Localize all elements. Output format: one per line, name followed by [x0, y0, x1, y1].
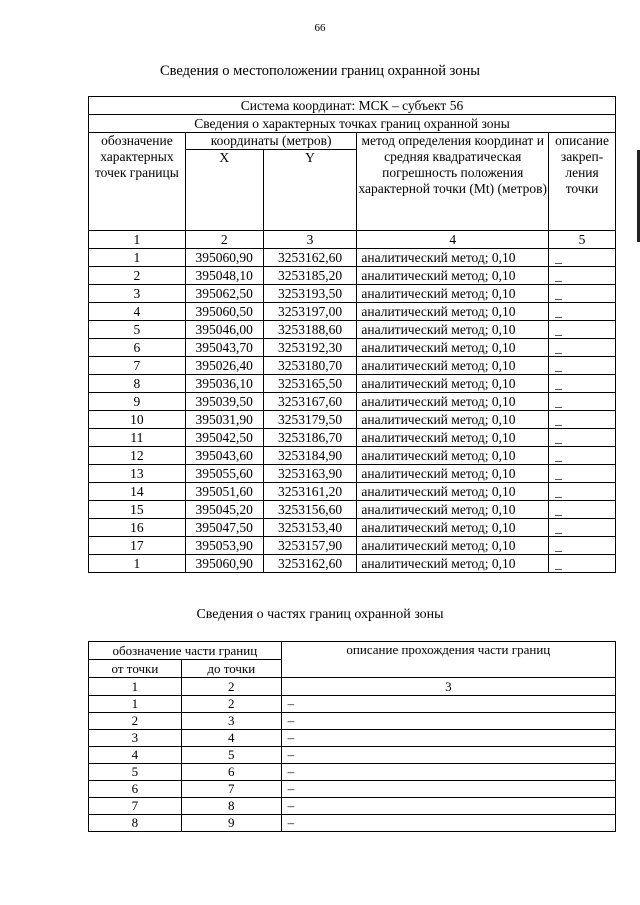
point-number: 7: [89, 357, 186, 375]
method-cell: аналитический метод; 0,10: [357, 375, 549, 393]
from-point: 1: [89, 696, 182, 713]
coord-x: 395046,00: [185, 321, 263, 339]
column-number: 2: [181, 678, 281, 696]
description-cell: _: [549, 501, 616, 519]
table-row: [89, 249, 616, 267]
to-point: 2: [181, 696, 281, 713]
table-row: [89, 267, 616, 285]
table-row: [89, 501, 616, 519]
description-cell: _: [549, 429, 616, 447]
description-cell: _: [549, 357, 616, 375]
description-cell: _: [549, 537, 616, 555]
method-cell: аналитический метод; 0,10: [357, 447, 549, 465]
description-cell: _: [549, 465, 616, 483]
table-row: [89, 429, 616, 447]
point-number: 1: [89, 249, 186, 267]
coord-x: 395026,40: [185, 357, 263, 375]
points-subheader: Сведения о характерных точках границ охранной зоны: [89, 115, 616, 133]
part-description: –: [281, 764, 615, 781]
to-point: 6: [181, 764, 281, 781]
point-number: 11: [89, 429, 186, 447]
part-description: –: [281, 730, 615, 747]
description-cell: _: [549, 483, 616, 501]
description-cell: _: [549, 249, 616, 267]
column-number-row: [89, 231, 616, 249]
method-cell: аналитический метод; 0,10: [357, 249, 549, 267]
description-cell: _: [549, 267, 616, 285]
coord-y: 3253186,70: [263, 429, 357, 447]
point-number: 1: [89, 555, 186, 573]
table-row: [89, 747, 616, 764]
method-cell: аналитический метод; 0,10: [357, 465, 549, 483]
coord-y: 3253184,90: [263, 447, 357, 465]
header-x: X: [185, 150, 263, 231]
from-point: 8: [89, 815, 182, 832]
to-point: 7: [181, 781, 281, 798]
coord-x: 395060,50: [185, 303, 263, 321]
point-number: 8: [89, 375, 186, 393]
method-cell: аналитический метод; 0,10: [357, 519, 549, 537]
method-cell: аналитический метод; 0,10: [357, 321, 549, 339]
coord-x: 395060,90: [185, 249, 263, 267]
column-number: 3: [263, 231, 357, 249]
point-number: 5: [89, 321, 186, 339]
coord-x: 395043,60: [185, 447, 263, 465]
table-row: [89, 781, 616, 798]
method-cell: аналитический метод; 0,10: [357, 483, 549, 501]
coord-y: 3253162,60: [263, 249, 357, 267]
parts-title: Сведения о частях границ охранной зоны: [196, 607, 444, 622]
coord-x: 395053,90: [185, 537, 263, 555]
table-row: [89, 537, 616, 555]
table-row: [89, 375, 616, 393]
description-cell: _: [549, 303, 616, 321]
coord-y: 3253165,50: [263, 375, 357, 393]
point-number: 4: [89, 303, 186, 321]
parts-column-number-row: [89, 678, 616, 696]
coord-x: 395042,50: [185, 429, 263, 447]
point-number: 2: [89, 267, 186, 285]
to-point: 8: [181, 798, 281, 815]
point-number: 14: [89, 483, 186, 501]
coord-y: 3253180,70: [263, 357, 357, 375]
page-number: 66: [314, 22, 326, 34]
to-point: 3: [181, 713, 281, 730]
column-number: 1: [89, 678, 182, 696]
table-row: [89, 411, 616, 429]
method-cell: аналитический метод; 0,10: [357, 339, 549, 357]
description-cell: _: [549, 555, 616, 573]
coord-y: 3253161,20: [263, 483, 357, 501]
header-point-designation: обозначение характерных точек границы: [89, 133, 186, 231]
part-description: –: [281, 713, 615, 730]
part-description: –: [281, 798, 615, 815]
method-cell: аналитический метод; 0,10: [357, 537, 549, 555]
to-point: 9: [181, 815, 281, 832]
point-number: 16: [89, 519, 186, 537]
method-cell: аналитический метод; 0,10: [357, 303, 549, 321]
from-point: 6: [89, 781, 182, 798]
coord-y: 3253179,50: [263, 411, 357, 429]
coord-x: 395062,50: [185, 285, 263, 303]
table-row: [89, 447, 616, 465]
table-row: [89, 285, 616, 303]
table-row: [89, 555, 616, 573]
header-part-designation: обозначение части границ: [89, 642, 282, 660]
part-description: –: [281, 815, 615, 832]
header-row: [89, 133, 616, 150]
table-row: [89, 321, 616, 339]
header-to-point: до точки: [181, 660, 281, 678]
table-row: [89, 696, 616, 713]
column-number: 1: [89, 231, 186, 249]
table-row: [89, 815, 616, 832]
point-number: 15: [89, 501, 186, 519]
point-number: 3: [89, 285, 186, 303]
point-number: 10: [89, 411, 186, 429]
coord-y: 3253192,30: [263, 339, 357, 357]
header-description: описание закреп-ления точки: [549, 133, 616, 231]
point-number: 9: [89, 393, 186, 411]
coord-x: 395055,60: [185, 465, 263, 483]
part-description: –: [281, 781, 615, 798]
table-row: [89, 798, 616, 815]
coord-x: 395048,10: [185, 267, 263, 285]
coord-x: 395045,20: [185, 501, 263, 519]
parts-header-row: [89, 642, 616, 660]
method-cell: аналитический метод; 0,10: [357, 357, 549, 375]
method-cell: аналитический метод; 0,10: [357, 429, 549, 447]
header-from-point: от точки: [89, 660, 182, 678]
description-cell: _: [549, 321, 616, 339]
column-number: 2: [185, 231, 263, 249]
point-number: 13: [89, 465, 186, 483]
coord-y: 3253153,40: [263, 519, 357, 537]
from-point: 2: [89, 713, 182, 730]
point-number: 6: [89, 339, 186, 357]
point-number: 12: [89, 447, 186, 465]
from-point: 3: [89, 730, 182, 747]
coord-y: 3253162,60: [263, 555, 357, 573]
coord-y: 3253167,60: [263, 393, 357, 411]
table-row: [89, 483, 616, 501]
header-part-description: описание прохождения части границ: [281, 642, 615, 678]
coord-y: 3253188,60: [263, 321, 357, 339]
table-row: [89, 303, 616, 321]
description-cell: _: [549, 393, 616, 411]
coordinate-system: Система координат: МСК – субъект 56: [89, 97, 616, 115]
page-title: Сведения о местоположении границ охранной зоны: [159, 63, 480, 79]
coord-x: 395036,10: [185, 375, 263, 393]
to-point: 5: [181, 747, 281, 764]
table-row: [89, 357, 616, 375]
table-row: [89, 713, 616, 730]
coord-x: 395031,90: [185, 411, 263, 429]
column-number: 4: [357, 231, 549, 249]
column-number: 5: [549, 231, 616, 249]
coord-y: 3253193,50: [263, 285, 357, 303]
coord-x: 395060,90: [185, 555, 263, 573]
part-description: –: [281, 747, 615, 764]
coord-x: 395043,70: [185, 339, 263, 357]
table-row: [89, 764, 616, 781]
coord-x: 395047,50: [185, 519, 263, 537]
method-cell: аналитический метод; 0,10: [357, 555, 549, 573]
column-number: 3: [281, 678, 615, 696]
parts-table: [88, 641, 616, 832]
coord-x: 395039,50: [185, 393, 263, 411]
method-cell: аналитический метод; 0,10: [357, 501, 549, 519]
table-row: [89, 339, 616, 357]
table-row: [89, 465, 616, 483]
description-cell: _: [549, 375, 616, 393]
from-point: 7: [89, 798, 182, 815]
coord-y: 3253185,20: [263, 267, 357, 285]
table-row: [89, 730, 616, 747]
coord-y: 3253157,90: [263, 537, 357, 555]
coord-y: 3253156,60: [263, 501, 357, 519]
header-coords: координаты (метров): [185, 133, 357, 150]
description-cell: _: [549, 411, 616, 429]
header-method: метод определения координат и средняя квадратическая погрешность положения характерной точки (Mt) (метров): [357, 133, 549, 231]
system-row: [89, 97, 616, 115]
method-cell: аналитический метод; 0,10: [357, 393, 549, 411]
subheader-row: [89, 115, 616, 133]
description-cell: _: [549, 285, 616, 303]
coord-y: 3253163,90: [263, 465, 357, 483]
from-point: 5: [89, 764, 182, 781]
part-description: –: [281, 696, 615, 713]
table-row: [89, 519, 616, 537]
table-row: [89, 393, 616, 411]
from-point: 4: [89, 747, 182, 764]
method-cell: аналитический метод; 0,10: [357, 411, 549, 429]
point-number: 17: [89, 537, 186, 555]
description-cell: _: [549, 339, 616, 357]
coord-y: 3253197,00: [263, 303, 357, 321]
coord-x: 395051,60: [185, 483, 263, 501]
points-table: [88, 96, 616, 573]
header-y: Y: [263, 150, 357, 231]
method-cell: аналитический метод; 0,10: [357, 285, 549, 303]
description-cell: _: [549, 519, 616, 537]
method-cell: аналитический метод; 0,10: [357, 267, 549, 285]
to-point: 4: [181, 730, 281, 747]
description-cell: _: [549, 447, 616, 465]
